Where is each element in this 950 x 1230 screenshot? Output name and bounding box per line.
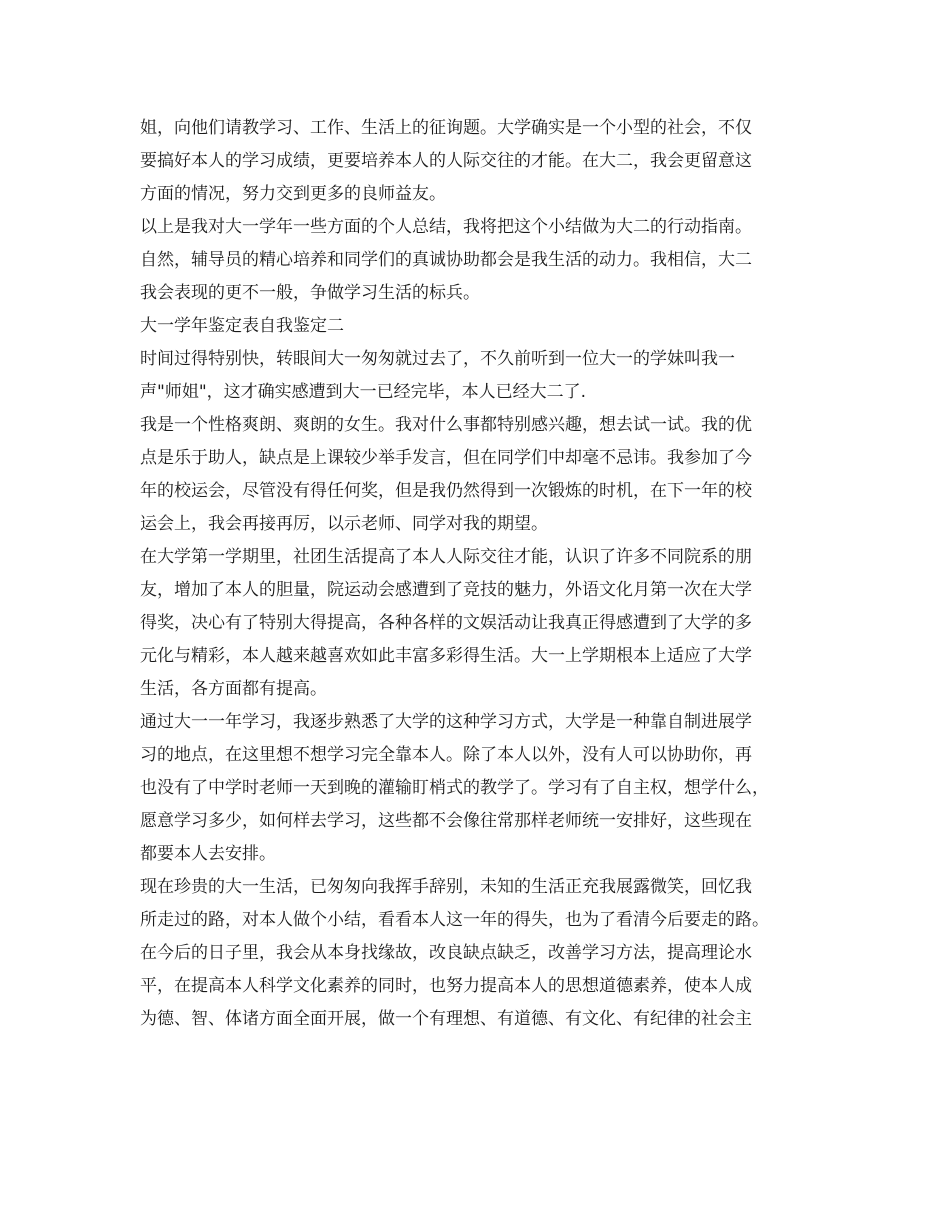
text-line: 在大学第一学期里，社团生活提高了本人人际交往才能，认识了许多不同院系的朋 xyxy=(140,547,752,567)
text-line: 我会表现的更不一般，争做学习生活的标兵。 xyxy=(140,283,480,303)
text-line: 习的地点，在这里想不想学习完全靠本人。除了本人以外，没有人可以协助你，再 xyxy=(140,745,752,765)
text-line: 得奖，决心有了特别大得提高，各种各样的文娱活动让我真正得感遭到了大学的多 xyxy=(140,613,752,633)
text-line: 我是一个性格爽朗、爽朗的女生。我对什么事都特别感兴趣，想去试一试。我的优 xyxy=(140,415,752,435)
text-line: 平，在提高本人科学文化素养的同时，也努力提高本人的思想道德素养，使本人成 xyxy=(140,976,752,996)
document-body xyxy=(140,112,825,1036)
text-line: 为德、智、体诸方面全面开展，做一个有理想、有道德、有文化、有纪律的社会主 xyxy=(140,1009,752,1029)
text-line: 元化与精彩，本人越来越喜欢如此丰富多彩得生活。大一上学期根本上适应了大学 xyxy=(140,646,752,666)
text-line: 都要本人去安排。 xyxy=(140,844,276,864)
text-line: 时间过得特别快，转眼间大一匆匆就过去了，不久前听到一位大一的学妹叫我一 xyxy=(140,349,735,369)
text-line: 愿意学习多少，如何样去学习，这些都不会像往常那样老师统一安排好，这些现在 xyxy=(140,811,752,831)
section-heading: 大一学年鉴定表自我鉴定二 xyxy=(140,316,344,336)
text-line: 在今后的日子里，我会从本身找缘故，改良缺点缺乏，改善学习方法，提高理论水 xyxy=(140,943,752,963)
text-line: 也没有了中学时老师一天到晚的灌输盯梢式的教学了。学习有了自主权，想学什么， xyxy=(140,778,769,798)
text-line: 现在珍贵的大一生活，已匆匆向我挥手辞别，未知的生活正充我展露微笑，回忆我 xyxy=(140,877,752,897)
text-line: 点是乐于助人，缺点是上课较少举手发言，但在同学们中却毫不忌讳。我参加了今 xyxy=(140,448,752,468)
text-line: 运会上，我会再接再厉，以示老师、同学对我的期望。 xyxy=(140,514,548,534)
text-line: 自然，辅导员的精心培养和同学们的真诚协助都会是我生活的动力。我相信，大二 xyxy=(140,250,752,270)
text-line: 方面的情况，努力交到更多的良师益友。 xyxy=(140,184,446,204)
text-line: 以上是我对大一学年一些方面的个人总结，我将把这个小结做为大二的行动指南。 xyxy=(140,217,752,237)
text-line: 姐，向他们请教学习、工作、生活上的征询题。大学确实是一个小型的社会，不仅 xyxy=(140,118,752,138)
text-line: 年的校运会，尽管没有得任何奖，但是我仍然得到一次锻炼的时机，在下一年的校 xyxy=(140,481,752,501)
text-line: 要搞好本人的学习成绩，更要培养本人的人际交往的才能。在大二，我会更留意这 xyxy=(140,151,752,171)
text-line: 声"师姐"，这才确实感遭到大一已经完毕，本人已经大二了. xyxy=(140,382,587,402)
text-line: 所走过的路，对本人做个小结，看看本人这一年的得失，也为了看清今后要走的路。 xyxy=(140,910,769,930)
text-line: 友，增加了本人的胆量，院运动会感遭到了竞技的魅力，外语文化月第一次在大学 xyxy=(140,580,752,600)
text-line: 通过大一一年学习，我逐步熟悉了大学的这种学习方式，大学是一种靠自制进展学 xyxy=(140,712,752,732)
text-line: 生活，各方面都有提高。 xyxy=(140,679,327,699)
